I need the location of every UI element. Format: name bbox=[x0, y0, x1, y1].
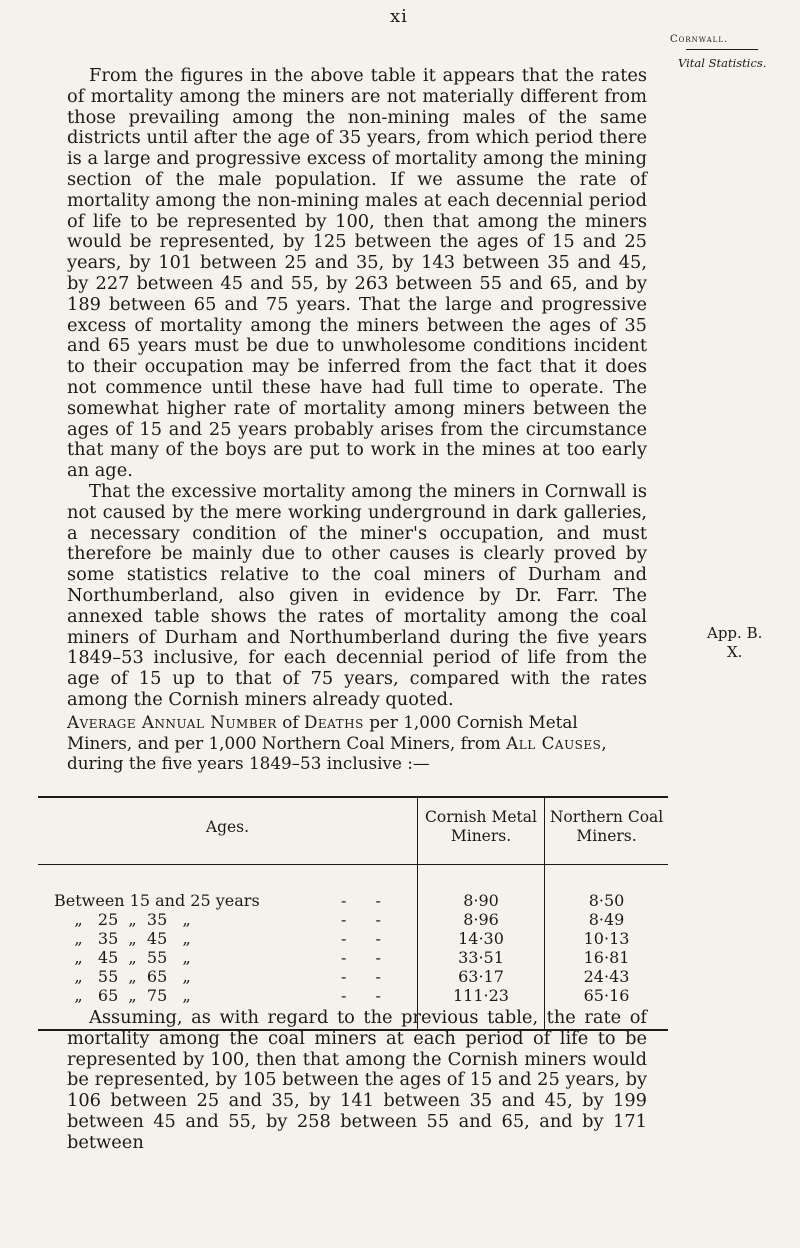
age-cell bbox=[38, 910, 417, 929]
leader-dashes: - - bbox=[341, 986, 393, 1005]
page-number: xi bbox=[390, 6, 408, 27]
heading-part5: All Causes bbox=[506, 732, 602, 753]
heading-part2: of bbox=[276, 712, 304, 732]
age-cell bbox=[38, 967, 417, 986]
age-cell bbox=[38, 929, 417, 948]
header-northern: Northern Coal Miners. bbox=[545, 797, 668, 865]
margin-app-line1: App. B. bbox=[707, 624, 763, 642]
table-heading bbox=[67, 712, 647, 774]
northern-value: 10·13 bbox=[545, 929, 668, 948]
paragraph-mortality-rates: From the figures in the above table it appears that the rates of mortality among the miners are not materially different from those prevailing among the non-mining males of the same districts until after the age of 35 years, from which period there is a large and progressive excess of mortality among the mining section of the male population. If we assume the rate of mortality among the non-mining males at each decennial period of life to be represented by 100, then that among the miners would be represented, by 125 between the ages of 15 and 25 years, by 101 between 25 and 35, by 143 between 35 and 45, by 227 between 45 and 55, by 263 between 55 and 65, and by 189 between 65 and 75 years. That the large and progressive excess of mortality among the miners between the ages of 35 and 65 years must be due to unwholesome conditions incident to their occupation may be inferred from the fact that it does not commence until these have had full time to operate. The somewhat higher rate of mortality among miners between the ages of 15 and 25 years probably arises from the circumstance that many of the boys are put to work in the mines at too early an age. bbox=[67, 65, 647, 482]
cornish-value: 63·17 bbox=[417, 967, 544, 986]
margin-subheading-vital-statistics: Vital Statistics. bbox=[678, 56, 767, 70]
heading-part1: Average Annual Number bbox=[67, 712, 277, 732]
leader-dashes: - - bbox=[341, 910, 393, 929]
age-label: „ 65 „ 75 „ bbox=[54, 986, 191, 1005]
age-cell bbox=[38, 865, 417, 911]
table-row bbox=[38, 967, 668, 986]
cornish-value: 8·90 bbox=[417, 865, 544, 911]
leader-dashes: - - bbox=[341, 967, 393, 986]
table-row bbox=[38, 865, 668, 911]
table-header-row bbox=[38, 797, 668, 865]
cornish-value: 33·51 bbox=[417, 948, 544, 967]
heading-part6: , during the five years 1849–53 inclusive :— bbox=[67, 732, 607, 774]
northern-value: 8·49 bbox=[545, 910, 668, 929]
table-row bbox=[38, 948, 668, 967]
header-cornish: Cornish Metal Miners. bbox=[417, 797, 544, 865]
header-ages: Ages. bbox=[38, 797, 417, 865]
body-text-top bbox=[67, 66, 647, 711]
leader-dashes: - - bbox=[341, 948, 393, 967]
leader-dashes: - - bbox=[341, 929, 393, 948]
paragraph-coal-miners: That the excessive mortality among the miners in Cornwall is not caused by the mere working underground in dark galleries, a necessary condition of the miner's occupation, and must therefore be mainly due to other causes is clearly proved by some statistics relative to the coal miners of Durham and Northumberland, also given in evidence by Dr. Farr. The annexed table shows the rates of mortality among the coal miners of Durham and Northumberland during the five years 1849–53 inclusive, for each decennial period of life from the age of 15 up to that of 75 years, compared with the rates among the Cornish miners already quoted. bbox=[67, 480, 647, 710]
cornish-value: 8·96 bbox=[417, 910, 544, 929]
age-label: Between 15 and 25 years bbox=[54, 891, 260, 910]
margin-appendix-reference bbox=[707, 624, 762, 662]
age-label: „ 45 „ 55 „ bbox=[54, 948, 191, 967]
leader-dashes: - - bbox=[341, 891, 393, 910]
paragraph-assuming: Assuming, as with regard to the previous table, the rate of mortality among the coal miners at each period of life to be represented by 100, then that among the Cornish miners would be represented, by 105 between the ages of 15 and 25 years, by 106 between 25 and 35, by 141 between 35 and 45, by 199 between 45 and 55, by 258 between 55 and 65, and by 171 between bbox=[67, 1007, 647, 1153]
northern-value: 24·43 bbox=[545, 967, 668, 986]
northern-value: 65·16 bbox=[545, 986, 668, 1030]
mortality-table bbox=[38, 796, 668, 1031]
heading-part4: per 1,000 Cornish Metal Miners, and per 1,000 Northern Coal Miners, from bbox=[67, 712, 578, 753]
age-cell bbox=[38, 948, 417, 967]
age-label: „ 35 „ 45 „ bbox=[54, 929, 191, 948]
cornish-value: 111·23 bbox=[417, 986, 544, 1030]
margin-heading-cornwall: Cornwall. bbox=[670, 34, 729, 45]
northern-value: 8·50 bbox=[545, 865, 668, 911]
body-text-bottom bbox=[67, 1008, 647, 1154]
heading-part3: Deaths bbox=[303, 712, 364, 732]
table-row bbox=[38, 929, 668, 948]
cornish-value: 14·30 bbox=[417, 929, 544, 948]
table-row bbox=[38, 910, 668, 929]
northern-value: 16·81 bbox=[545, 948, 668, 967]
margin-app-line2: X. bbox=[726, 643, 743, 661]
age-label: „ 25 „ 35 „ bbox=[54, 910, 191, 929]
age-label: „ 55 „ 65 „ bbox=[54, 967, 191, 986]
